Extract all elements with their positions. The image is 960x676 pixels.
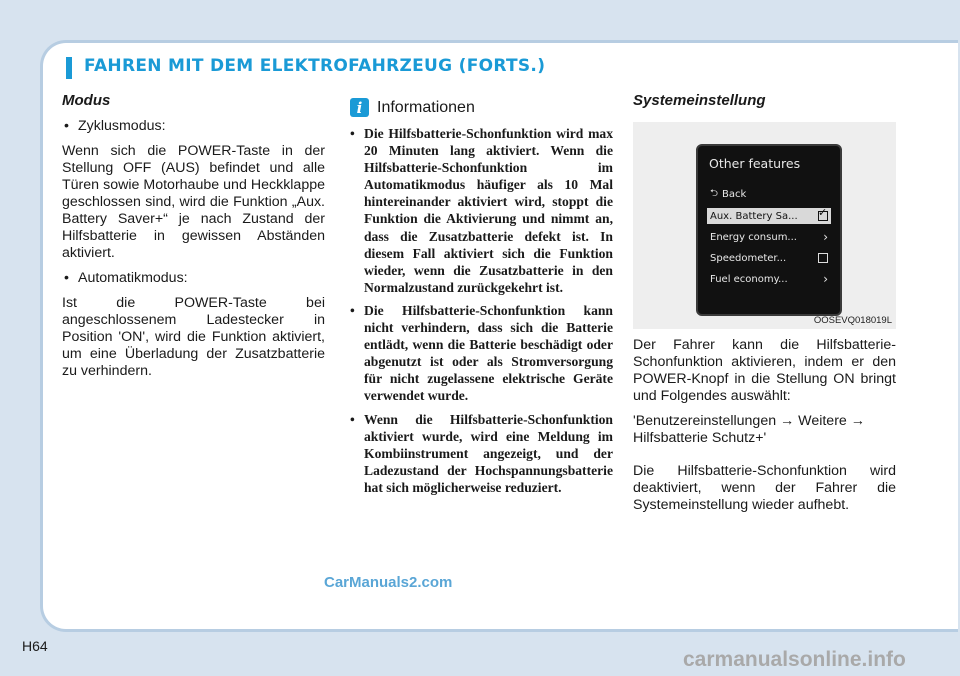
checkbox-empty-icon (818, 253, 828, 263)
systemeinstellung-heading: Systemeinstellung (633, 92, 766, 109)
watermark-right: carmanualsonline.info (683, 648, 906, 671)
list-item (350, 411, 613, 496)
info-item-text: Wenn die Hilfsbatterie-Schonfunktion aktiviert wurde, wird eine Meldung im Kombiinstrument angezeigt, und der Ladezustand der Hochspannungsbatterie hat sich möglicherweise reduziert. (364, 411, 613, 495)
screen-row-fuel (707, 271, 831, 287)
screen-row-label: Speedometer... (710, 252, 787, 264)
bullet-text: Automatikmodus: (78, 270, 188, 286)
zyklusmodus-paragraph: Wenn sich die POWER-Taste in der Stellung OFF (AUS) befindet und alle Türen sowie Motorhaube und Heckklappe geschlossen sind, wird die Funktion „Aux. Battery Saver+“ je nach Zustand der Hilfsbatterie in gewissen Abständen aktiviert. (62, 143, 325, 261)
screen-back-row (707, 186, 831, 202)
systemeinstellung-paragraph: Der Fahrer kann die Hilfsbatterie-Schonfunktion aktivieren, indem er den POWER-Knopf in die Stellung ON bringt und Folgendes auswählt: (633, 337, 896, 404)
back-arrow-icon: ⮌ (710, 187, 719, 199)
screen-title: Other features (709, 156, 801, 171)
cluster-screen-figure (633, 122, 896, 329)
right-column (633, 92, 896, 522)
bullet-dot: • (350, 302, 355, 318)
info-header (350, 98, 613, 117)
list-item (62, 270, 325, 287)
screen-row-speedometer (707, 250, 831, 266)
section-title: FAHREN MIT DEM ELEKTROFAHRZEUG (FORTS.) (84, 56, 546, 76)
screen-row-energy (707, 229, 831, 245)
screen-row-label: Energy consum... (710, 231, 797, 243)
screen-row-label: Fuel economy... (710, 273, 788, 285)
screen-row-label: Aux. Battery Sa... (710, 210, 798, 222)
screen-row-aux-battery (707, 208, 831, 224)
bullet-dot: • (350, 411, 355, 427)
screen-back-label: Back (722, 188, 747, 200)
left-column (62, 92, 325, 388)
deactivation-paragraph: Die Hilfsbatterie-Schonfunktion wird deaktiviert, wenn der Fahrer die Systemeinstellung wieder aufhebt. (633, 463, 896, 513)
bullet-dot: • (64, 270, 69, 286)
section-accent-bar (66, 57, 72, 79)
bullet-dot: • (350, 126, 355, 141)
page-number: H64 (22, 638, 48, 654)
bullet-dot: • (64, 118, 69, 134)
list-item (350, 302, 613, 405)
info-icon: i (350, 98, 369, 117)
cluster-display (696, 144, 842, 316)
info-item-text: Die Hilfsbatterie-Schonfunktion wird max 20 Minuten lang aktiviert. Wenn die Hilfsbatterie-Schonfunktion im Automatikmodus häufiger als 10 Mal hintereinander aktiviert wird, stoppt die Funktion die Aktivierung und nimmt an, dass die Zusatzbatterie defekt ist. In diesem Fall aktiviert sich die Funktion wieder, wenn die Zusatzbatterie in den Normalzustand zurückgekehrt ist. (364, 126, 613, 295)
watermark-left: CarManuals2.com (324, 574, 453, 591)
list-item (62, 118, 325, 135)
info-column (350, 92, 613, 502)
info-item-text: Die Hilfsbatterie-Schonfunktion kann nicht verhindern, dass sich die Batterie entlädt, wenn die Batterie beschädigt oder abgenutzt ist oder als Stromversorgung für nicht zugelassene elektrische Geräte verwendet wurde. (364, 302, 613, 404)
figure-code: OOSEVQ018019L (813, 315, 892, 326)
menu-path: 'Benutzereinstellungen → Weitere → Hilfsbatterie Schutz+' (633, 413, 865, 446)
info-title: Informationen (377, 98, 475, 116)
automatikmodus-paragraph: Ist die POWER-Taste bei angeschlossenem Ladestecker in Position 'ON', wird die Funktion aktiviert, um eine Überladung der Zusatzbatterie zu verhindern. (62, 295, 325, 379)
list-item (350, 125, 613, 296)
modus-heading: Modus (62, 92, 111, 109)
checkbox-checked-icon (818, 211, 828, 221)
chevron-right-icon: › (823, 272, 828, 286)
bullet-text: Zyklusmodus: (78, 118, 166, 134)
chevron-right-icon: › (823, 230, 828, 244)
